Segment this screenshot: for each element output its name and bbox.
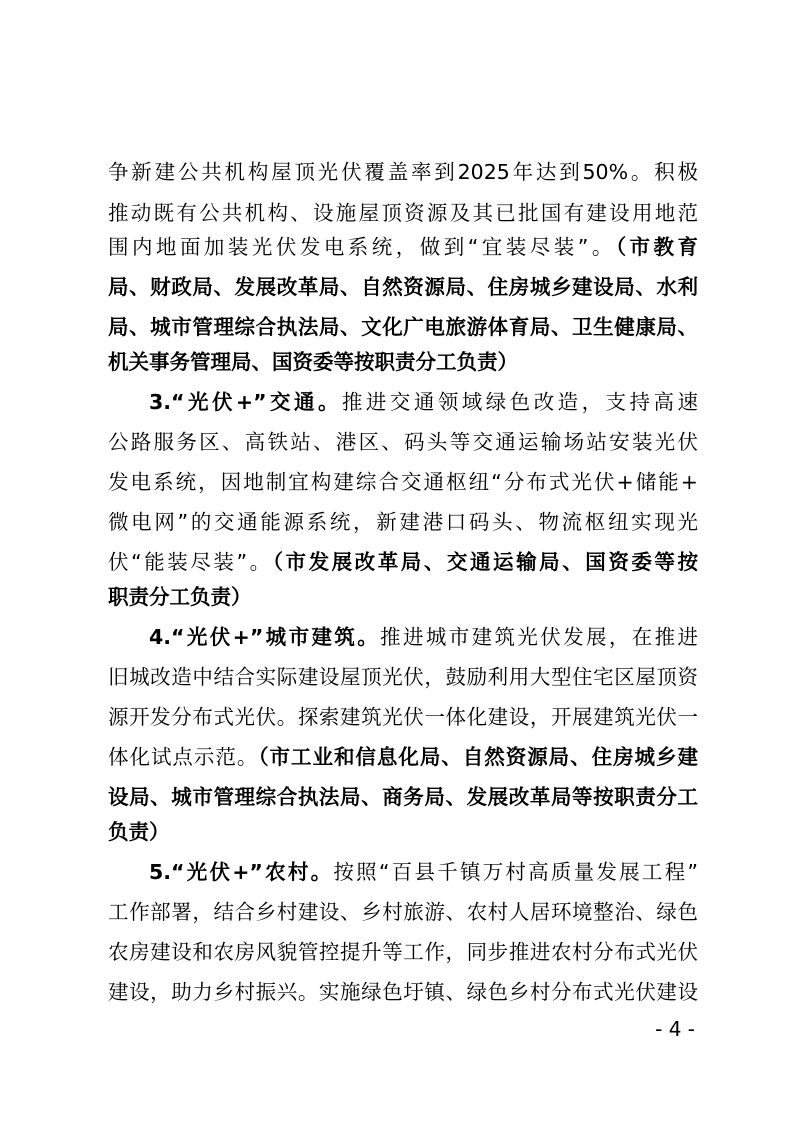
text-line — [149, 855, 698, 889]
text-line — [108, 230, 698, 264]
text-segment: 公路服务区、高铁站、港区、码头等交通运输场站安装光伏 — [108, 430, 698, 454]
bold-text-segment: 机关事务管理局、国资委等按职责分工负责） — [108, 350, 518, 374]
page-number: - 4 - — [655, 1017, 695, 1041]
bold-text-segment: 设局、城市管理综合执法局、商务局、发展改革局等按职责分工 — [108, 785, 698, 809]
text-segment: 推进城市建筑光伏发展，在推进 — [380, 625, 698, 649]
text-segment: 发电系统，因地制宜构建综合交通枢纽“分布式光伏+储能+ — [108, 470, 698, 494]
text-segment: 工作部署，结合乡村建设、乡村旅游、农村人居环境整治、绿色 — [108, 900, 698, 924]
text-segment: 围内地面加装光伏发电系统，做到“宜装尽装”。 — [108, 235, 616, 259]
bold-text-segment: 3.“光伏+”交通。 — [149, 390, 342, 414]
text-line — [108, 270, 698, 304]
text-segment: 农房建设和农房风貌管控提升等工作，同步推进农村分布式光伏 — [108, 940, 698, 964]
text-segment: 推动既有公共机构、设施屋顶资源及其已批国有建设用地范 — [108, 201, 698, 225]
bold-text-segment: （市发展改革局、交通运输局、国资委等按 — [272, 550, 698, 574]
text-segment: 建设，助力乡村振兴。实施绿色圩镇、绿色乡村分布式光伏建设 — [108, 980, 698, 1004]
text-line — [108, 700, 698, 734]
text-segment: 争新建公共机构屋顶光伏覆盖率到2025年达到50%。积极 — [108, 160, 698, 184]
bold-text-segment: 负责） — [108, 820, 170, 844]
text-line — [108, 660, 698, 694]
text-line — [108, 425, 698, 459]
text-segment: 微电网”的交通能源系统，新建港口码头、物流枢纽实现光 — [108, 510, 698, 534]
text-line — [108, 975, 698, 1009]
text-line — [149, 620, 698, 654]
text-line — [108, 815, 698, 849]
bold-text-segment: 5.“光伏+”农村。 — [149, 860, 334, 884]
bold-text-segment: 4.“光伏+”城市建筑。 — [149, 625, 381, 649]
text-segment: 伏“能装尽装”。 — [108, 550, 273, 574]
text-segment: 按照“百县千镇万村高质量发展工程” — [333, 860, 698, 884]
text-line — [149, 385, 698, 419]
text-line — [108, 545, 698, 579]
text-segment: 旧城改造中结合实际建设屋顶光伏，鼓励利用大型住宅区屋顶资 — [108, 665, 698, 689]
bold-text-segment: （市教育 — [615, 235, 698, 259]
text-line — [108, 580, 698, 614]
text-line — [108, 155, 698, 189]
text-line — [108, 895, 698, 929]
text-segment: 体化试点示范。 — [108, 745, 259, 769]
text-line — [108, 196, 698, 230]
text-line — [108, 505, 698, 539]
text-line — [108, 310, 698, 344]
text-segment: 源开发分布式光伏。探索建筑光伏一体化建设，开展建筑光伏一 — [108, 705, 698, 729]
bold-text-segment: 职责分工负责） — [108, 585, 252, 609]
text-line — [108, 465, 698, 499]
text-line — [108, 935, 698, 969]
text-line — [108, 345, 698, 379]
text-line — [108, 740, 698, 774]
text-segment: 推进交通领域绿色改造，支持高速 — [341, 390, 698, 414]
bold-text-segment: （市工业和信息化局、自然资源局、住房城乡建 — [258, 745, 698, 769]
text-line — [108, 780, 698, 814]
bold-text-segment: 局、城市管理综合执法局、文化广电旅游体育局、卫生健康局、 — [108, 315, 698, 339]
bold-text-segment: 局、财政局、发展改革局、自然资源局、住房城乡建设局、水利 — [108, 275, 698, 299]
